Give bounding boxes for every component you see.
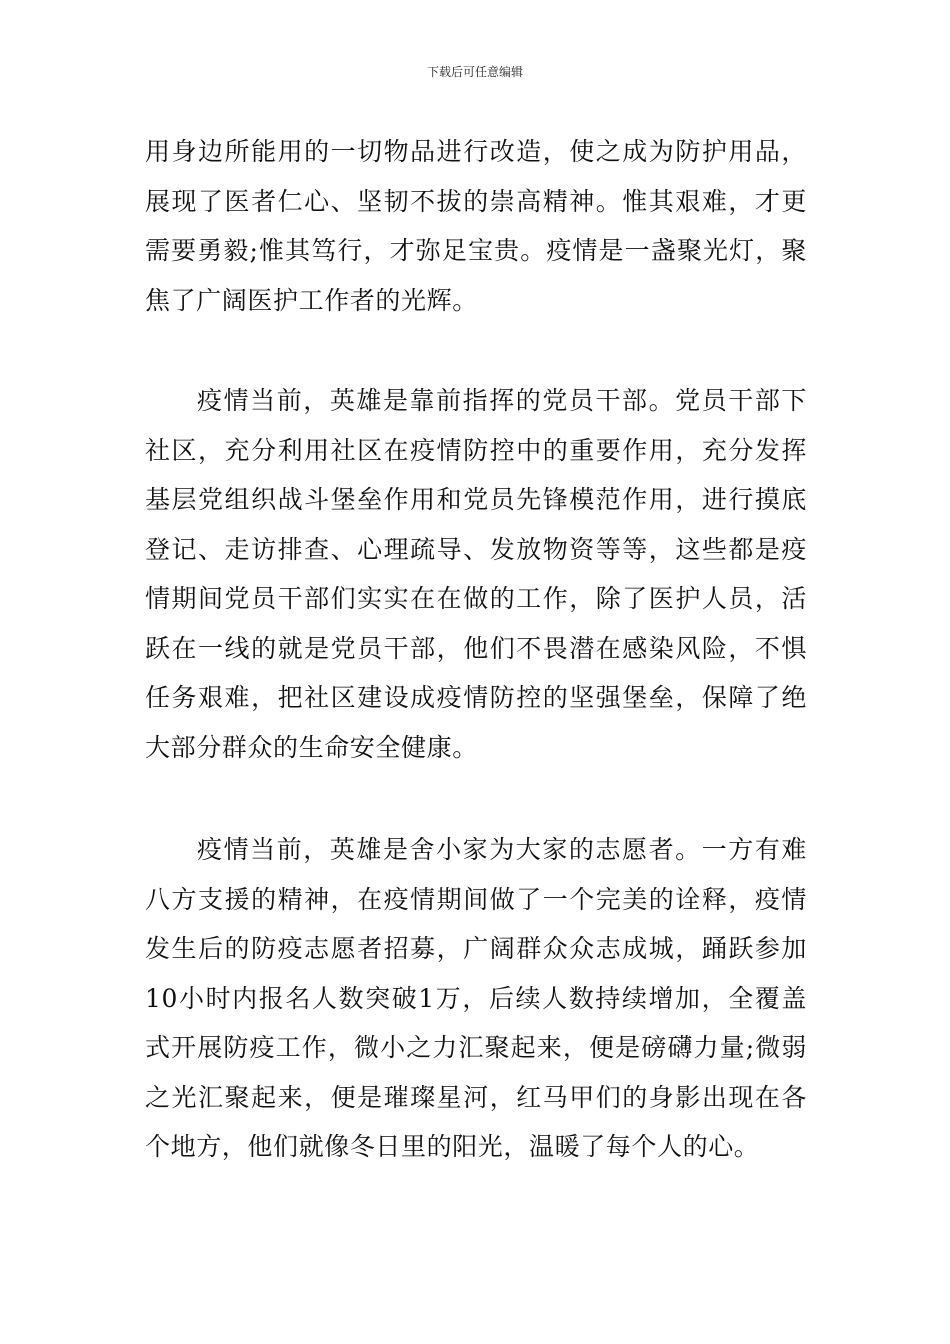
paragraph-2 <box>145 376 807 772</box>
paragraph-text: 疫情当前，英雄是靠前指挥的党员干部。党员干部下社区，充分利用社区在疫情防控中的重要作用，充分发挥基层党组织战斗堡垒作用和党员先锋模范作用，进行摸底登记、走访排查、心理疏导、发放物资等等，这些都是疫情期间党员干部们实实在在做的工作，除了医护人员，活跃在一线的就是党员干部，他们不畏潜在感染风险，不惧任务艰难，把社区建设成疫情防控的坚强堡垒，保障了绝大部分群众的生命安全健康。 <box>145 386 807 762</box>
paragraph-1 <box>145 127 807 325</box>
paragraph-text: 用身边所能用的一切物品进行改造，使之成为防护用品，展现了医者仁心、坚韧不拔的崇高精神。惟其艰难，才更需要勇毅;惟其笃行，才弥足宝贵。疫情是一盏聚光灯，聚焦了广阔医护工作者的光辉。 <box>145 137 807 315</box>
paragraph-3 <box>145 825 807 1172</box>
paragraph-text: 疫情当前，英雄是舍小家为大家的志愿者。一方有难八方支援的精神，在疫情期间做了一个完美的诠释，疫情发生后的防疫志愿者招募，广阔群众众志成城，踊跃参加10小时内报名人数突破1万，后续人数持续增加，全覆盖式开展防疫工作，微小之力汇聚起来，便是磅礴力量;微弱之光汇聚起来，便是璀璨星河，红马甲们的身影出现在各个地方，他们就像冬日里的阳光，温暖了每个人的心。 <box>145 835 807 1161</box>
page-header: 下载后可任意编辑 <box>426 65 523 79</box>
